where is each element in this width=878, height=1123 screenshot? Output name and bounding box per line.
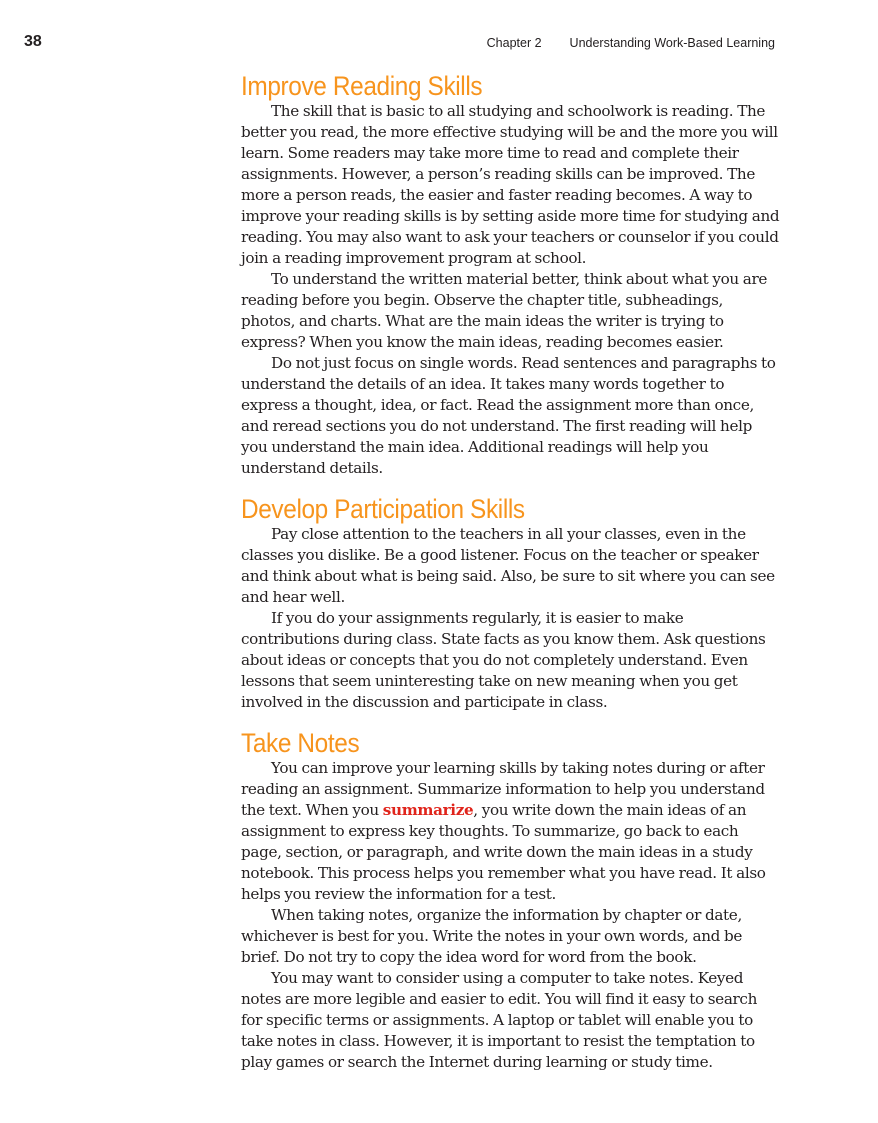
paragraph: To understand the written material better, think about what you are reading before you begin. Observe the chapter title, subheadings, photos, and charts. What are the main ideas the writer is trying to express? When you know the main ideas, reading becomes easier. [241, 270, 768, 351]
section-develop-participation-skills [241, 493, 781, 713]
chapter-title: Understanding Work-Based Learning [569, 36, 775, 50]
paragraph: When taking notes, organize the information by chapter or date, whichever is best for you. Write the notes in your own words, and be brief. Do not try to copy the idea word for word from the book. [241, 906, 742, 966]
section-improve-reading-skills [241, 70, 781, 479]
paragraph-text: You can improve your learning skills by taking notes during or after reading an assignment. Summarize information to help you understand the text. When you [241, 759, 765, 819]
section-heading: Develop Participation Skills [241, 494, 525, 524]
section-heading: Improve Reading Skills [241, 71, 483, 101]
section-heading: Take Notes [241, 728, 360, 758]
running-head [487, 35, 775, 51]
paragraph [241, 758, 781, 905]
paragraph: Do not just focus on single words. Read sentences and paragraphs to understand the details of an idea. It takes many words together to express a thought, idea, or fact. Read the assignment more than once, and reread sections you do not understand. The first reading will help you understand the main idea. Additional readings will help you understand details. [241, 354, 776, 477]
chapter-number: Chapter 2 [486, 36, 542, 50]
paragraph: If you do your assignments regularly, it is easier to make contributions during class. State facts as you know them. Ask questions about ideas or concepts that you do not completely understand. Even lessons that seem uninteresting take on new meaning when you get involved in the discussion and participate in class. [241, 609, 766, 711]
page-number: 38 [24, 33, 42, 50]
paragraph-text: , you write down the main ideas of an assignment to express key thoughts. To summarize, go back to each page, section, or paragraph, and write down the main ideas in a study notebook. This process helps you remember what you have read. It also helps you review the information for a test. [241, 801, 766, 903]
main-content [241, 70, 781, 1073]
paragraph: Pay close attention to the teachers in all your classes, even in the classes you dislike. Be a good listener. Focus on the teacher or speaker and think about what is being said. Also, be sure to sit where you can see and hear well. [241, 525, 775, 606]
paragraph: You may want to consider using a computer to take notes. Keyed notes are more legible and easier to edit. You will find it easy to search for specific terms or assignments. A laptop or tablet will enable you to take notes in class. However, it is important to resist the temptation to play games or search the Internet during learning or study time. [241, 969, 758, 1071]
key-term: summarize [382, 801, 474, 819]
paragraph: The skill that is basic to all studying and schoolwork is reading. The better you read, the more effective studying will be and the more you will learn. Some readers may take more time to read and complete their assignments. However, a person’s reading skills can be improved. The more a person reads, the easier and faster reading becomes. A way to improve your reading skills is by setting aside more time for studying and reading. You may also want to ask your teachers or counselor if you could join a reading improvement program at school. [241, 102, 780, 267]
section-take-notes [241, 727, 781, 1073]
